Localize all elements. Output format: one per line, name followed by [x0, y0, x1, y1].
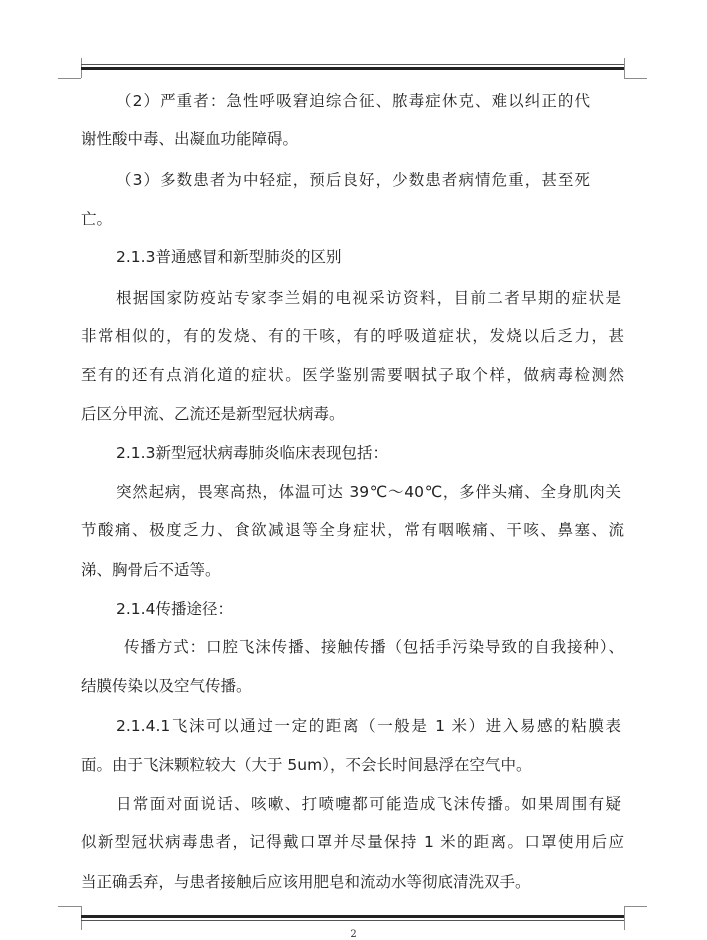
crop-mark-bottom-right-h [624, 906, 647, 907]
text-line: 非常相似的，有的发烧、有的干咳，有的呼吸道症状，发烧以后乏力，甚 [81, 327, 624, 345]
crop-mark-top-right-v [624, 58, 625, 78]
text-line: （3）多数患者为中轻症，预后良好，少数患者病情危重，甚至死 [116, 171, 590, 189]
crop-mark-bottom-left-v [81, 906, 82, 930]
text-line: 面。由于飞沫颗粒较大（大于 5um），不会长时间悬浮在空气中。 [81, 756, 532, 774]
text-line: 后区分甲流、乙流还是新型冠状病毒。 [81, 405, 345, 423]
section-heading: 2.1.3新型冠状病毒肺炎临床表现包括： [116, 444, 388, 462]
crop-mark-bottom-right-v [624, 906, 625, 930]
text-line: （2）严重者：急性呼吸窘迫综合征、脓毒症休克、难以纠正的代 [116, 92, 590, 110]
section-heading: 2.1.3普通感冒和新型肺炎的区别 [116, 248, 342, 266]
text-line: 突然起病，畏寒高热，体温可达 39℃～40℃，多伴头痛、全身肌肉关 [116, 483, 621, 501]
text-line: 似新型冠状病毒患者，记得戴口罩并尽量保持 1 米的距离。口罩使用后应 [81, 833, 624, 851]
text-line: 传播方式：口腔飞沫传播、接触传播（包括手污染导致的自我接种）、 [124, 638, 624, 656]
crop-mark-bottom-left-h [58, 906, 81, 907]
text-line: 谢性酸中毒、出凝血功能障碍。 [81, 130, 299, 148]
text-line: 涕、胸骨后不适等。 [81, 561, 221, 579]
section-heading: 2.1.4传播途径： [116, 600, 233, 618]
text-line: 2.1.4.1飞沫可以通过一定的距离（一般是 1 米）进入易感的粘膜表 [116, 717, 621, 735]
crop-mark-top-right-h [624, 78, 647, 79]
text-line: 至有的还有点消化道的症状。医学鉴别需要咽拭子取个样，做病毒检测然 [81, 366, 624, 384]
header-rule-thick [81, 67, 624, 70]
footer-rule-thick [81, 915, 624, 918]
text-line: 结膜传染以及空气传播。 [81, 677, 252, 695]
footer-rule-thin [81, 920, 624, 921]
text-line: 当正确丢弃，与患者接触后应该用肥皂和流动水等彻底清洗双手。 [81, 873, 531, 891]
text-line: 日常面对面说话、咳嗽、打喷嚏都可能造成飞沫传播。如果周围有疑 [116, 795, 621, 813]
text-line: 节酸痛、极度乏力、食欲减退等全身症状，常有咽喉痛、干咳、鼻塞、流 [81, 521, 624, 539]
header-rule-thin [81, 64, 624, 65]
text-line: 亡。 [81, 210, 113, 228]
crop-mark-top-left-h [58, 78, 81, 79]
page-number: 2 [350, 929, 357, 940]
text-line: 根据国家防疫站专家李兰娟的电视采访资料，目前二者早期的症状是 [116, 289, 621, 307]
